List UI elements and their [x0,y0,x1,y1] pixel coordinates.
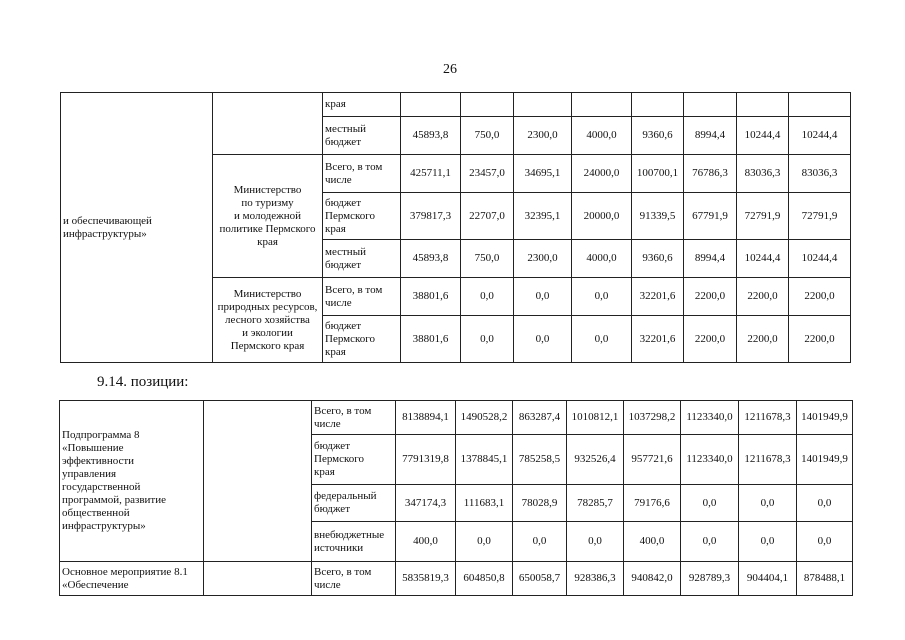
value-cell: 0,0 [514,278,572,316]
program-name-line: инфраструктуры» [63,227,147,240]
value-cell: 23457,0 [461,155,514,193]
executor-line: края [257,235,278,248]
program-name-line: эффективности [62,455,135,467]
executor-line: Пермского края [230,339,305,352]
program-name-cell [61,93,213,363]
value-cell: 2300,0 [514,117,572,155]
funding-source-line: Пермского [325,209,376,222]
funding-source-line: Всего, в том [314,404,372,417]
value-cell: 72791,9 [789,193,851,240]
value-cell: 38801,6 [401,278,461,316]
funding-source-line: бюджет [314,440,350,452]
value-cell [461,93,514,117]
value-cell: 78028,9 [513,485,567,522]
section-heading: 9.14. позиции: [97,374,189,390]
funding-source-line: края [325,222,346,235]
funding-source-line: бюджет [325,135,361,148]
program-name-line: и обеспечивающей [63,214,152,227]
value-cell [514,93,572,117]
funding-source-cell [323,155,401,193]
value-cell [737,93,789,117]
value-cell: 78285,7 [567,485,624,522]
value-cell: 10244,4 [737,117,789,155]
program-name-line: программой, развитие [62,494,166,506]
value-cell: 2200,0 [684,278,737,316]
program-name-line: общественной [62,507,130,519]
value-cell: 0,0 [514,316,572,363]
value-cell: 10244,4 [789,240,851,278]
executor-line: лесного хозяйства [225,313,310,326]
funding-source-line: числе [325,296,352,309]
funding-source-line: бюджет [325,196,361,209]
value-cell: 379817,3 [401,193,461,240]
value-cell: 20000,0 [572,193,632,240]
value-cell: 38801,6 [401,316,461,363]
value-cell: 1211678,3 [739,435,797,485]
page-number: 26 [443,62,457,77]
value-cell: 878488,1 [797,562,853,596]
value-cell: 940842,0 [624,562,681,596]
funding-source-line: числе [325,173,352,186]
value-cell: 111683,1 [456,485,513,522]
funding-source-line: края [325,98,346,110]
value-cell: 0,0 [681,485,739,522]
value-cell: 32201,6 [632,316,684,363]
value-cell: 1211678,3 [739,401,797,435]
executor-line: по туризму [241,196,294,209]
value-cell: 957721,6 [624,435,681,485]
executor-cell-empty [204,562,312,596]
value-cell: 0,0 [797,522,853,562]
value-cell: 932526,4 [567,435,624,485]
value-cell: 32201,6 [632,278,684,316]
value-cell: 604850,8 [456,562,513,596]
funding-table-positions [59,400,853,596]
executor-line: природных ресурсов, [217,300,318,313]
value-cell: 0,0 [681,522,739,562]
value-cell: 45893,8 [401,117,461,155]
value-cell: 400,0 [396,522,456,562]
funding-source-line: Пермского [325,332,376,345]
funding-source-line: бюджет [314,503,350,515]
executor-cell-empty [213,93,323,155]
value-cell: 928386,3 [567,562,624,596]
value-cell [572,93,632,117]
funding-source-line: Пермского [314,453,365,465]
value-cell: 2300,0 [514,240,572,278]
executor-line: и экологии [242,326,293,339]
program-name-line: государственной [62,481,141,493]
table-row [60,401,853,435]
value-cell [632,93,684,117]
value-cell: 2200,0 [737,316,789,363]
value-cell: 72791,9 [737,193,789,240]
value-cell: 2200,0 [789,316,851,363]
funding-source-line: числе [314,578,341,591]
funding-source-cell [312,401,396,435]
value-cell: 1401949,9 [797,435,853,485]
value-cell: 0,0 [461,278,514,316]
funding-table-continued [60,92,851,363]
value-cell: 1010812,1 [567,401,624,435]
value-cell [684,93,737,117]
program-name-cell [60,401,204,562]
value-cell: 8138894,1 [396,401,456,435]
value-cell: 83036,3 [789,155,851,193]
funding-source-line: местный [325,122,366,135]
value-cell: 76786,3 [684,155,737,193]
funding-source-line: числе [314,417,341,430]
funding-source-line: Всего, в том [325,160,383,173]
table-row [60,562,853,596]
funding-source-line: местный [325,245,366,258]
value-cell [789,93,851,117]
value-cell: 34695,1 [514,155,572,193]
value-cell: 24000,0 [572,155,632,193]
value-cell [401,93,461,117]
funding-source-cell [323,240,401,278]
measure-name-line: «Обеспечение [62,578,129,591]
funding-source-cell [323,278,401,316]
value-cell: 2200,0 [737,278,789,316]
funding-source-cell [312,485,396,522]
funding-source-line: края [314,466,335,478]
funding-source-cell [312,522,396,562]
value-cell: 0,0 [461,316,514,363]
value-cell: 0,0 [572,316,632,363]
value-cell: 863287,4 [513,401,567,435]
value-cell: 750,0 [461,240,514,278]
value-cell: 0,0 [513,522,567,562]
value-cell: 1378845,1 [456,435,513,485]
value-cell: 400,0 [624,522,681,562]
value-cell: 347174,3 [396,485,456,522]
value-cell: 0,0 [739,485,797,522]
value-cell: 83036,3 [737,155,789,193]
value-cell: 785258,5 [513,435,567,485]
value-cell: 10244,4 [737,240,789,278]
value-cell: 7791319,8 [396,435,456,485]
funding-source-line: Всего, в том [314,565,372,578]
value-cell: 4000,0 [572,117,632,155]
value-cell: 8994,4 [684,240,737,278]
table-row [61,93,851,117]
value-cell: 2200,0 [789,278,851,316]
value-cell: 0,0 [567,522,624,562]
executor-line: Министерство [233,183,302,196]
value-cell: 0,0 [572,278,632,316]
funding-source-cell [323,117,401,155]
measure-name-cell [60,562,204,596]
value-cell: 2200,0 [684,316,737,363]
value-cell: 4000,0 [572,240,632,278]
value-cell: 0,0 [797,485,853,522]
funding-source-cell [312,435,396,485]
value-cell: 67791,9 [684,193,737,240]
program-name-line: «Повышение [62,442,124,454]
executor-cell-empty [204,401,312,562]
value-cell: 928789,3 [681,562,739,596]
executor-cell [213,278,323,363]
funding-source-cell [323,93,401,117]
value-cell: 425711,1 [401,155,461,193]
value-cell: 750,0 [461,117,514,155]
funding-source-line: Всего, в том [325,283,383,296]
executor-cell [213,155,323,278]
value-cell: 45893,8 [401,240,461,278]
program-name-line: инфраструктуры» [62,520,146,532]
value-cell: 1037298,2 [624,401,681,435]
value-cell: 10244,4 [789,117,851,155]
value-cell: 9360,6 [632,117,684,155]
value-cell: 9360,6 [632,240,684,278]
funding-source-line: бюджет [325,319,361,332]
value-cell: 32395,1 [514,193,572,240]
program-name-line: Подпрограмма 8 [62,429,140,441]
value-cell: 1123340,0 [681,435,739,485]
value-cell: 0,0 [456,522,513,562]
value-cell: 0,0 [739,522,797,562]
executor-line: политике Пермского [219,222,316,235]
value-cell: 79176,6 [624,485,681,522]
value-cell: 100700,1 [632,155,684,193]
funding-source-line: бюджет [325,258,361,271]
value-cell: 91339,5 [632,193,684,240]
value-cell: 5835819,3 [396,562,456,596]
value-cell: 904404,1 [739,562,797,596]
value-cell: 22707,0 [461,193,514,240]
value-cell: 1490528,2 [456,401,513,435]
executor-line: и молодежной [234,209,301,222]
executor-line: Министерство [233,287,302,300]
value-cell: 650058,7 [513,562,567,596]
funding-source-cell [323,316,401,363]
funding-source-line: источники [314,541,364,554]
funding-source-cell [323,193,401,240]
value-cell: 8994,4 [684,117,737,155]
funding-source-line: края [325,345,346,358]
funding-source-line: федеральный [314,490,377,502]
value-cell: 1123340,0 [681,401,739,435]
funding-source-cell [312,562,396,596]
measure-name-line: Основное мероприятие 8.1 [62,565,188,578]
value-cell: 1401949,9 [797,401,853,435]
program-name-line: управления [62,468,117,480]
funding-source-line: внебюджетные [314,528,385,541]
